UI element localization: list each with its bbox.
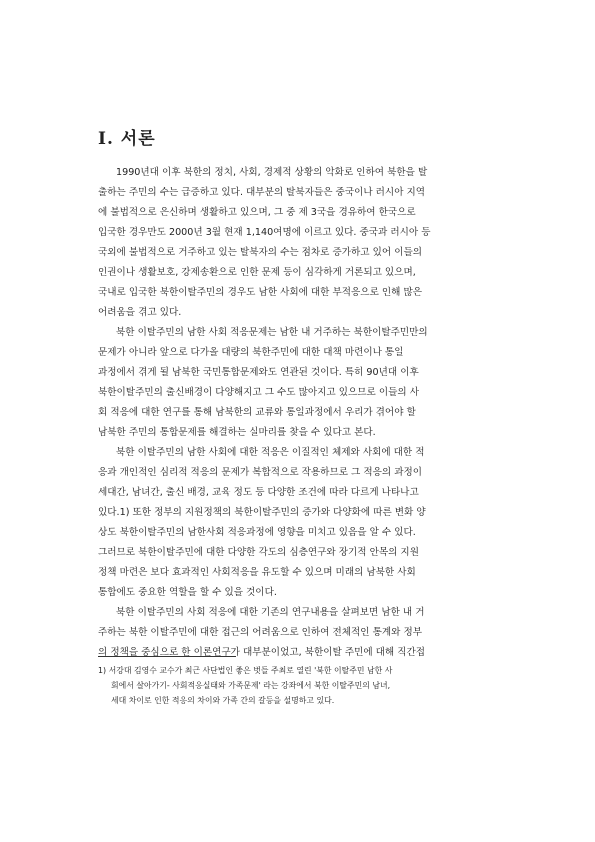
- paragraph-line: 의 정책을 중심으로 한 이론연구가 대부분이었고, 북한이탈 주민에 대해 직간접: [98, 647, 426, 658]
- footnotes: [98, 663, 504, 708]
- paragraph-line: 문제가 아니라 앞으로 다가올 대량의 북한주민에 대한 대책 마련이나 통일: [98, 347, 404, 358]
- footnote-line: 세대 차이로 인한 적응의 차이와 가족 간의 갈등을 설명하고 있다.: [111, 696, 335, 705]
- footnote-divider: [98, 656, 236, 657]
- footnote-line: 회에서 살아가기- 사회적응실태와 가족문제' 라는 강좌에서 북한 이탈주민의 남녀,: [111, 681, 391, 690]
- paragraph-line: 출하는 주민의 수는 급증하고 있다. 대부분의 탈북자들은 중국이나 러시아 지역: [98, 187, 426, 198]
- paragraph-line: 북한 이탈주민의 사회 적응에 대한 기존의 연구내용을 살펴보면 남한 내 거: [116, 607, 425, 618]
- paragraph-line: 국내로 입국한 북한이탈주민의 경우도 남한 사회에 대한 부적응으로 인해 많은: [98, 287, 423, 298]
- footnote-line: 1) 서강대 김영수 교수가 최근 사단법인 좋은 벗들 주최로 열린 '북한 이탈주민 남한 사: [98, 666, 393, 675]
- body-text: [98, 163, 504, 663]
- paragraph-line: 그러므로 북한이탈주민에 대한 다양한 각도의 심층연구와 장기적 안목의 지원: [98, 547, 419, 558]
- paragraph-line: 과정에서 겪게 될 남북한 국민통합문제와도 연관된 것이다. 특히 90년대 이후: [98, 367, 419, 378]
- paragraph-line: 북한이탈주민의 출신배경이 다양해지고 그 수도 많아지고 있으므로 이들의 사: [98, 387, 419, 398]
- paragraph-line: 정책 마련은 보다 효과적인 사회적응을 유도할 수 있으며 미래의 남북한 사회: [98, 567, 416, 578]
- paragraph-line: 에 불법적으로 은신하며 생활하고 있으며, 그 중 제 3국을 경유하여 한국으로: [98, 207, 416, 218]
- paragraph-line: 1990년대 이후 북한의 정치, 사회, 경제적 상황의 악화로 인하여 북한을 탈: [116, 167, 428, 178]
- paragraph-line: 상도 북한이탈주민의 남한사회 적응과정에 영향을 미치고 있음을 알 수 있다.: [98, 527, 416, 538]
- paragraph-line: 인권이나 생활보호, 강제송환으로 인한 문제 등이 심각하게 거론되고 있으며,: [98, 267, 416, 278]
- paragraph-line: 세대간, 남녀간, 출신 배경, 교육 정도 등 다양한 조건에 따라 다르게 나타나고: [98, 487, 419, 498]
- paragraph-line: 응과 개인적인 심리적 적응의 문제가 복합적으로 작용하므로 그 적응의 과정이: [98, 467, 423, 478]
- paragraph-line: 주하는 북한 이탈주민에 대한 접근의 어려움으로 인하여 전체적인 통계와 정부: [98, 627, 423, 638]
- paragraph-line: 통합에도 중요한 역할을 할 수 있을 것이다.: [98, 587, 277, 598]
- paragraph-line: 국외에 불법적으로 거주하고 있는 탈북자의 수는 점차로 증가하고 있어 이들의: [98, 247, 423, 258]
- paragraph-line: 남북한 주민의 통합문제를 해결하는 실마리를 찾을 수 있다고 본다.: [98, 427, 376, 438]
- paragraph-line: 회 적응에 대한 연구를 통해 남북한의 교류와 통일과정에서 우리가 겪어야 할: [98, 407, 416, 418]
- paragraph-line: 북한 이탈주민의 남한 사회에 대한 적응은 이질적인 체제와 사회에 대한 적: [116, 447, 425, 458]
- paragraph-line: 있다.1) 또한 정부의 지원정책의 북한이탈주민의 증가와 다양화에 따른 변화 양: [98, 507, 426, 518]
- paragraph-line: 북한 이탈주민의 남한 사회 적응문제는 남한 내 거주하는 북한이탈주민만의: [116, 327, 428, 338]
- paragraph-line: 입국한 경우만도 2000년 3월 현재 1,140여명에 이르고 있다. 중국과 러시아 등: [98, 227, 431, 238]
- section-heading: Ⅰ. 서론: [98, 129, 156, 149]
- paragraph-line: 어려움을 겪고 있다.: [98, 307, 182, 318]
